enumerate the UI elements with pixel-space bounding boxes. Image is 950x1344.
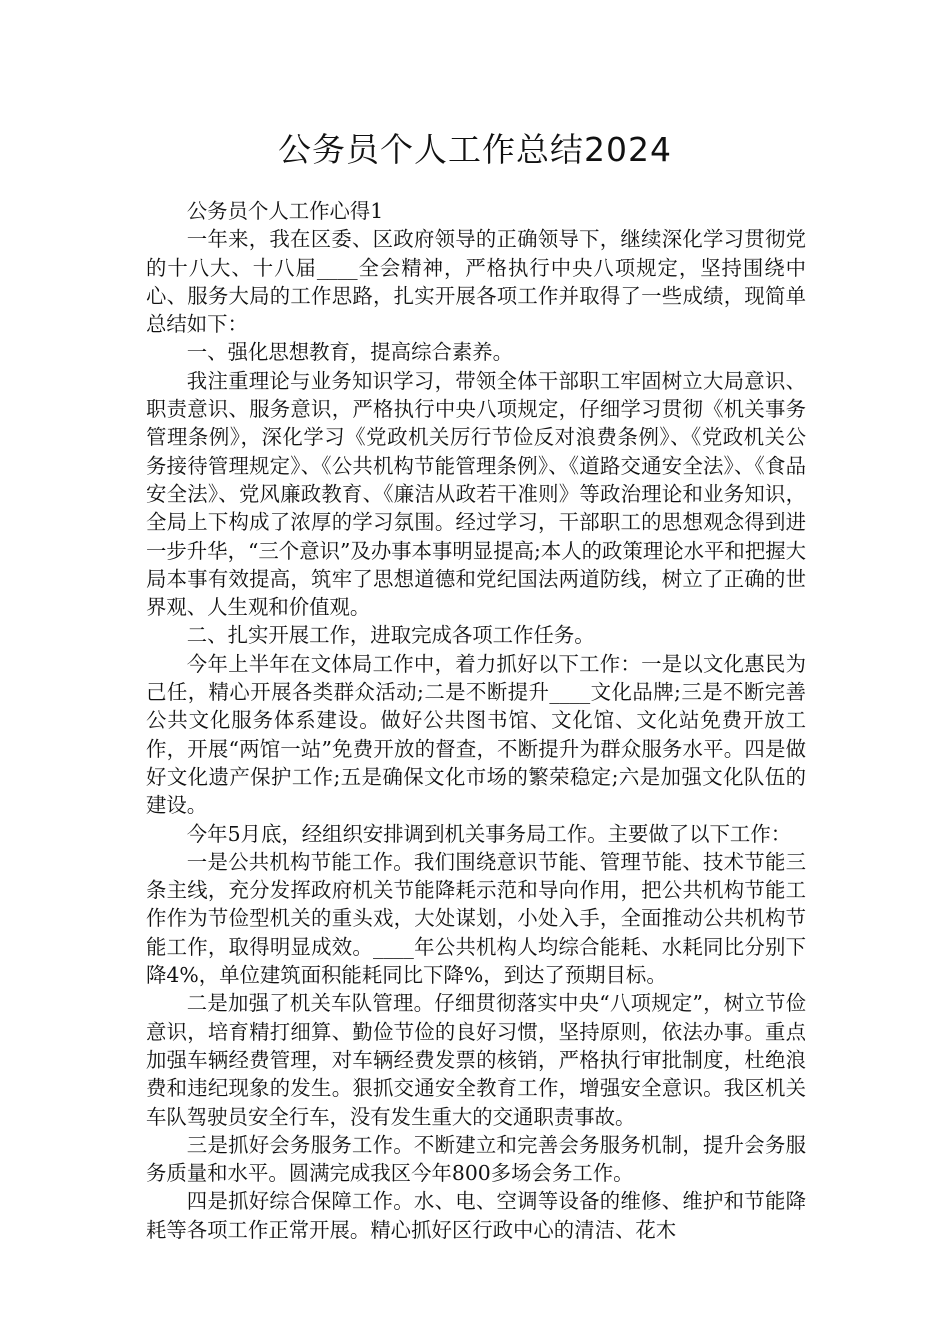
paragraph: 我注重理论与业务知识学习，带领全体干部职工牢固树立大局意识、职责意识、服务意识，严格执行中央八项规定，仔细学习贯彻《机关事务管理条例》，深化学习《党政机关厉行节俭反对浪费条例》、《党政机关公务接待管理规定》、《公共机构节能管理条例》、《道路交通安全法》、《食品安全法》、党风廉政教育、《廉洁从政若干准则》等政治理论和业务知识，全局上下构成了浓厚的学习氛围。经过学习，干部职工的思想观念得到进一步升华，“三个意识”及办事本事明显提高;本人的政策理论水平和把握大局本事有效提高，筑牢了思想道德和党纪国法两道防线，树立了正确的世界观、人生观和价值观。 [146,368,806,620]
document-title: 公务员个人工作总结2024 [278,130,672,169]
document-body [146,197,806,1244]
paragraph: 今年5月底，经组织安排调到机关事务局工作。主要做了以下工作： [186,821,792,846]
paragraph: 一是公共机构节能工作。我们围绕意识节能、管理节能、技术节能三条主线，充分发挥政府机关节能降耗示范和导向作用，把公共机构节能工作作为节俭型机关的重头戏，大处谋划，小处入手，全面推动公共机构节能工作，取得明显成效。____年公共机构人均综合能耗、水耗同比分别下降4%，单位建筑面积能耗同比下降%，到达了预期目标。 [146,849,806,988]
paragraph: 一年来，我在区委、区政府领导的正确领导下，继续深化学习贯彻党的十八大、十八届____全会精神，严格执行中央八项规定，坚持围绕中心、服务大局的工作思路，扎实开展各项工作并取得了一些成绩，现简单总结如下： [146,227,806,337]
section-heading: 二、扎实开展工作，进取完成各项工作任务。 [186,623,595,648]
paragraph: 二是加强了机关车队管理。仔细贯彻落实中央“八项规定”，树立节俭意识，培育精打细算、勤俭节俭的良好习惯，坚持原则，依法办事。重点加强车辆经费管理，对车辆经费发票的核销，严格执行审批制度，杜绝浪费和违纪现象的发生。狠抓交通安全教育工作，增强安全意识。我区机关车队驾驶员安全行车，没有发生重大的交通职责事故。 [146,991,806,1129]
paragraph: 四是抓好综合保障工作。水、电、空调等设备的维修、维护和节能降耗等各项工作正常开展。精心抓好区行政中心的清洁、花木 [146,1189,806,1242]
paragraph-heading: 公务员个人工作心得1 [186,199,384,223]
paragraph: 今年上半年在文体局工作中，着力抓好以下工作：一是以文化惠民为己任，精心开展各类群众活动;二是不断提升____文化品牌;三是不断完善公共文化服务体系建设。做好公共图书馆、文化馆、文化站免费开放工作，开展“两馆一站”免费开放的督查，不断提升为群众服务水平。四是做好文化遗产保护工作;五是确保文化市场的繁荣稳定;六是加强文化队伍的建设。 [146,651,806,818]
paragraph: 三是抓好会务服务工作。不断建立和完善会务服务机制，提升会务服务质量和水平。圆满完成我区今年800多场会务工作。 [146,1132,806,1186]
section-heading: 一、强化思想教育，提高综合素养。 [186,340,514,365]
